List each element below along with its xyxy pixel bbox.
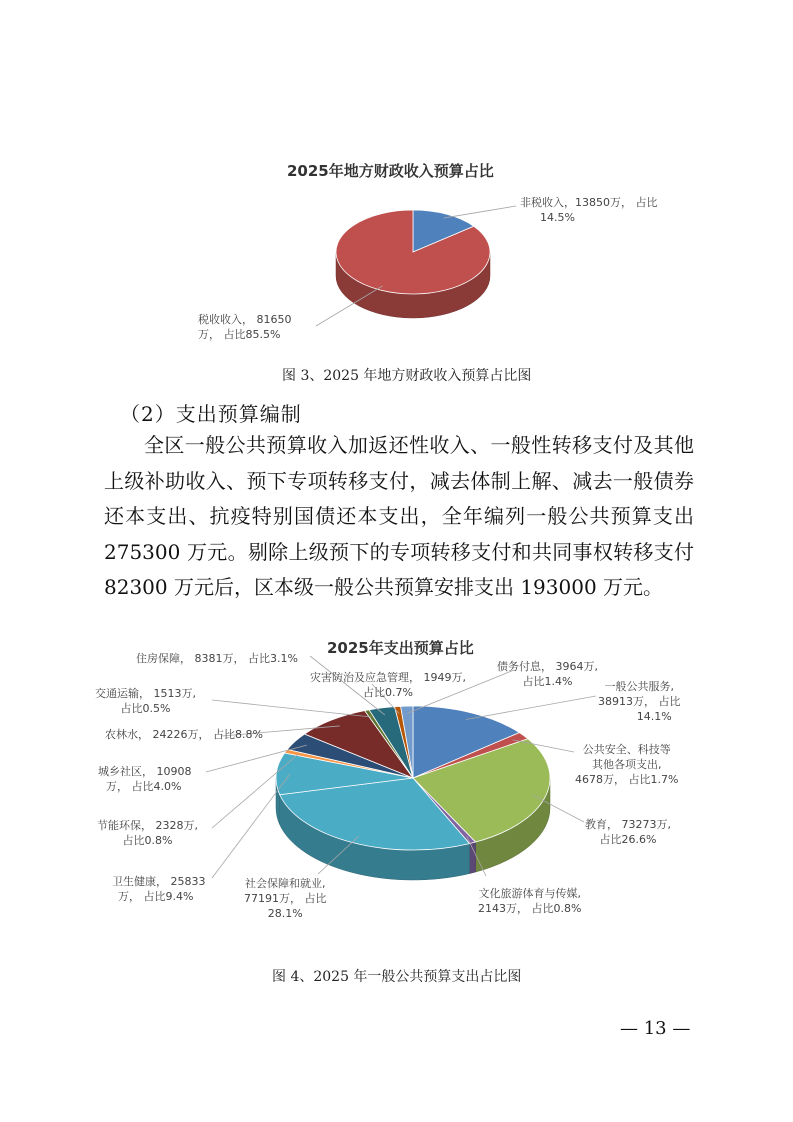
chart2-label-debt-interest: 债务付息， 3964万, 占比1.4% — [497, 660, 598, 688]
chart2-label-environment: 节能环保， 2328万, 占比0.8% — [97, 819, 198, 847]
chart1-label-non-tax: 非税收入，13850万， 占比 14.5% — [520, 196, 658, 224]
chart2-label-culture: 文化旅游体育与传媒, 2143万， 占比0.8% — [478, 887, 582, 915]
body-paragraph — [104, 428, 694, 606]
chart2-label-health: 卫生健康， 25833 万， 占比9.4% — [112, 875, 206, 903]
expenditure-leader-0 — [466, 696, 596, 719]
chart2-title: 2025年支出预算占比 — [327, 639, 474, 657]
chart2-label-social-security: 社会保障和就业, 77191万， 占比 28.1% — [244, 877, 327, 920]
chart2-label-urban-rural: 城乡社区， 10908 万， 占比4.0% — [98, 765, 192, 793]
revenue-leader-0 — [443, 206, 516, 218]
chart2-label-transport: 交通运输， 1513万, 占比0.5% — [95, 687, 196, 715]
section-heading: （2）支出预算编制 — [120, 402, 302, 426]
chart2-label-agriculture: 农林水， 24226万， 占比8.8% — [105, 728, 263, 741]
chart1-label-tax: 税收收入， 81650 万， 占比85.5% — [198, 313, 292, 341]
expenditure-side-3 — [470, 842, 476, 874]
chart1-title: 2025年地方财政收入预算占比 — [287, 162, 494, 180]
figure3-caption: 图 3、2025 年地方财政收入预算占比图 — [282, 368, 532, 384]
chart2-label-housing: 住房保障， 8381万， 占比3.1% — [136, 652, 298, 665]
figure4-caption: 图 4、2025 年一般公共预算支出占比图 — [272, 969, 522, 985]
revenue-pie-chart — [0, 0, 793, 360]
chart2-label-general-services: 一般公共服务, 38913万， 占比 14.1% — [598, 680, 681, 723]
chart2-label-education: 教育， 73273万, 占比26.6% — [585, 818, 671, 846]
expenditure-leader-9 — [212, 700, 371, 717]
expenditure-leader-5 — [212, 774, 290, 878]
chart2-label-public-security: 公共安全、科技等 其他各项支出, 4678万， 占比1.7% — [575, 743, 679, 786]
page-number: — 13 — — [620, 1018, 691, 1039]
body-paragraph-text: 全区一般公共预算收入加返还性收入、一般性转移支付及其他上级补助收入、预下专项转移支付，减去体制上解、减去一般债券还本支出、抗疫特别国债还本支出，全年编列一般公共预算支出 275300 万元。剔除上级预下的专项转移支付和共同事权转移支付 82300 万元后，区本级一般公共预算安排支出 193000 万元。 — [104, 433, 694, 599]
chart2-label-disaster: 灾害防治及应急管理， 1949万, 占比0.7% — [310, 671, 466, 699]
